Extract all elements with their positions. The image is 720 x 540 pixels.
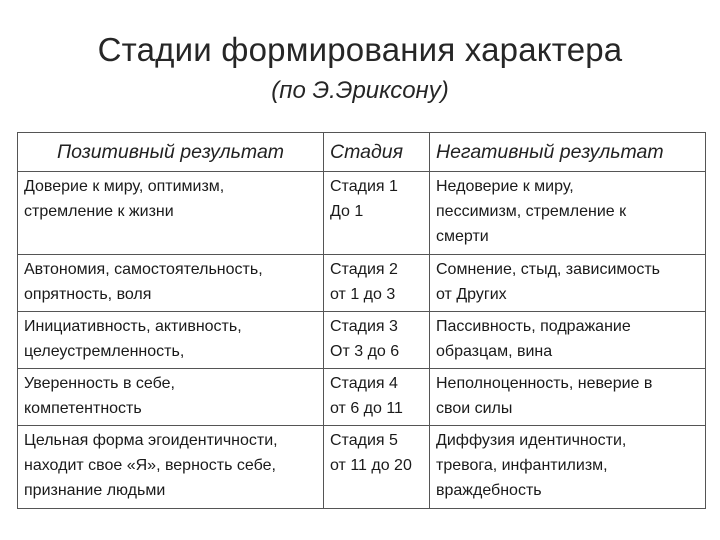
stage-age: До 1 — [330, 203, 364, 220]
stage-cell — [324, 172, 430, 255]
cell-line: Пассивность, подражание — [436, 318, 631, 335]
cell-line: смерти — [436, 228, 489, 245]
cell-line: пессимизм, стремление к — [436, 203, 627, 220]
negative-result-cell — [430, 426, 706, 509]
stage-cell — [324, 255, 430, 312]
cell-line: Диффузия идентичности, — [436, 432, 627, 449]
table-row — [18, 172, 706, 255]
stage-cell — [324, 369, 430, 426]
positive-result-cell — [18, 426, 324, 509]
positive-result-cell — [18, 255, 324, 312]
cell-line: Недоверие к миру, — [436, 178, 574, 195]
table-row — [18, 369, 706, 426]
cell-line: от Других — [436, 286, 507, 303]
negative-result-cell — [430, 255, 706, 312]
stage-age: От 3 до 6 — [330, 343, 400, 360]
header-stage: Стадия — [324, 133, 430, 172]
stage-name: Стадия 5 — [330, 432, 398, 449]
cell-line: стремление к жизни — [24, 203, 174, 220]
cell-line: враждебность — [436, 482, 542, 499]
stage-name: Стадия 3 — [330, 318, 398, 335]
stage-age: от 11 до 20 — [330, 457, 412, 474]
header-positive-result: Позитивный результат — [18, 133, 324, 172]
cell-line: Автономия, самостоятельность, — [24, 261, 263, 278]
slide-title: Стадии формирования характера — [97, 31, 623, 68]
negative-result-cell — [430, 369, 706, 426]
cell-line: Сомнение, стыд, зависимость — [436, 261, 660, 278]
cell-line: признание людьми — [24, 482, 166, 499]
cell-line: целеустремленность, — [24, 343, 185, 360]
negative-result-cell — [430, 312, 706, 369]
cell-line: Неполноценность, неверие в — [436, 375, 653, 392]
cell-line: Цельная форма эгоидентичности, — [24, 432, 278, 449]
cell-line: находит свое «Я», верность себе, — [24, 457, 276, 474]
positive-result-cell — [18, 369, 324, 426]
cell-line: Инициативность, активность, — [24, 318, 242, 335]
cell-line: тревога, инфантилизм, — [436, 457, 608, 474]
cell-line: Уверенность в себе, — [24, 375, 175, 392]
stage-cell — [324, 426, 430, 509]
header-negative-result: Негативный результат — [430, 133, 706, 172]
positive-result-cell — [18, 172, 324, 255]
stage-cell — [324, 312, 430, 369]
negative-result-cell — [430, 172, 706, 255]
stage-name: Стадия 4 — [330, 375, 398, 392]
stages-table — [17, 132, 706, 509]
table-row — [18, 255, 706, 312]
slide-subtitle: (по Э.Эриксону) — [271, 77, 449, 104]
stage-age: от 6 до 11 — [330, 400, 403, 417]
cell-line: опрятность, воля — [24, 286, 152, 303]
stage-age: от 1 до 3 — [330, 286, 396, 303]
stage-name: Стадия 1 — [330, 178, 398, 195]
cell-line: свои силы — [436, 400, 513, 417]
table-row — [18, 426, 706, 509]
cell-line: Доверие к миру, оптимизм, — [24, 178, 225, 195]
cell-line: образцам, вина — [436, 343, 553, 360]
positive-result-cell — [18, 312, 324, 369]
table-header-row — [18, 133, 706, 172]
cell-line: компетентность — [24, 400, 142, 417]
stage-name: Стадия 2 — [330, 261, 398, 278]
table-row — [18, 312, 706, 369]
